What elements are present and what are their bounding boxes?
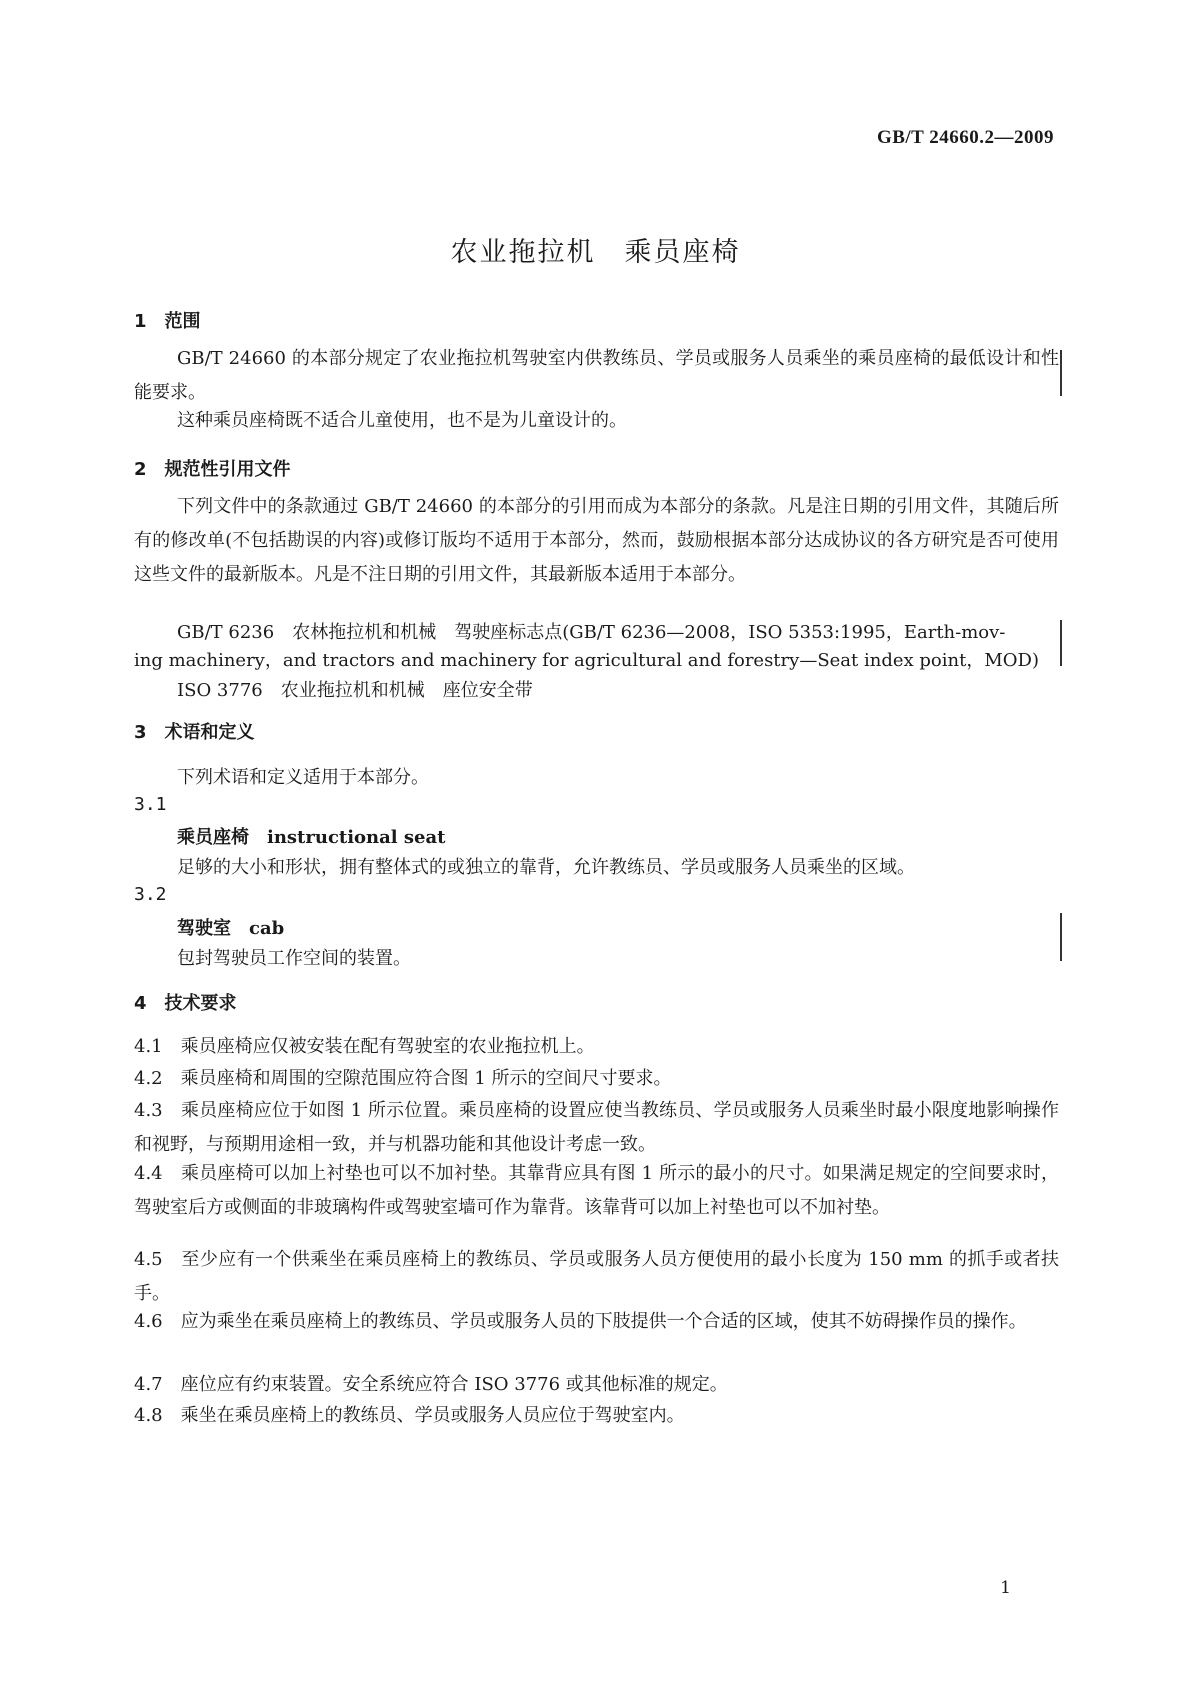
term-number: 3.2: [134, 884, 167, 905]
section-heading-normative-references: 2 规范性引用文件: [134, 459, 291, 480]
scope-paragraph-2: 这种乘员座椅既不适合儿童使用，也不是为儿童设计的。: [177, 410, 627, 431]
requirement-item: 4.7 座位应有约束装置。安全系统应符合 ISO 3776 或其他标准的规定。: [134, 1374, 728, 1395]
reference-gbt6236-line1: GB/T 6236 农林拖拉机和机械 驾驶座标志点(GB/T 6236—2008，ISO 5353:1995，Earth-mov-: [177, 622, 1006, 643]
terms-intro: 下列术语和定义适用于本部分。: [177, 767, 429, 788]
section-heading-terms: 3 术语和定义: [134, 722, 255, 743]
requirement-item: 4.5 至少应有一个供乘坐在乘员座椅上的教练员、学员或服务人员方便使用的最小长度为 150 mm 的抓手或者扶手。: [134, 1249, 1059, 1304]
references-paragraph: 下列文件中的条款通过 GB/T 24660 的本部分的引用而成为本部分的条款。凡是注日期的引用文件，其随后所有的修改单(不包括勘误的内容)或修订版均不适用于本部分，然而，鼓励根据本部分达成协议的各方研究是否可使用这些文件的最新版本。凡是不注日期的引用文件，其最新版本适用于本部分。: [134, 496, 1059, 585]
term-definition: 包封驾驶员工作空间的装置。: [177, 948, 411, 969]
change-bar: [1060, 620, 1062, 666]
requirement-item: 4.6 应为乘坐在乘员座椅上的教练员、学员或服务人员的下肢提供一个合适的区域，使其不妨碍操作员的操作。: [134, 1311, 1027, 1332]
document-title: 农业拖拉机 乘员座椅: [450, 237, 741, 268]
reference-gbt6236-line2: ing machinery，and tractors and machinery for agricultural and forestry—Seat index point，MOD): [134, 650, 1039, 671]
requirement-item: 4.2 乘员座椅和周围的空隙范围应符合图 1 所示的空间尺寸要求。: [134, 1068, 672, 1089]
change-bar: [1060, 350, 1062, 396]
section-heading-technical-requirements: 4 技术要求: [134, 993, 237, 1014]
term-definition: 足够的大小和形状，拥有整体式的或独立的靠背，允许教练员、学员或服务人员乘坐的区域。: [177, 857, 915, 878]
term-instructional-seat: 乘员座椅 instructional seat: [177, 827, 446, 848]
section-heading-scope: 1 范围: [134, 311, 201, 332]
requirement-item: 4.3 乘员座椅应位于如图 1 所示位置。乘员座椅的设置应使当教练员、学员或服务人员乘坐时最小限度地影响操作和视野，与预期用途相一致，并与机器功能和其他设计考虑一致。: [134, 1100, 1059, 1155]
standard-code: GB/T 24660.2—2009: [876, 127, 1054, 148]
requirement-item: 4.1 乘员座椅应仅被安装在配有驾驶室的农业拖拉机上。: [134, 1036, 595, 1057]
page-number: 1: [1000, 1578, 1011, 1598]
term-number: 3.1: [134, 794, 167, 815]
term-cab: 驾驶室 cab: [177, 918, 285, 939]
requirement-item: 4.4 乘员座椅可以加上衬垫也可以不加衬垫。其靠背应具有图 1 所示的最小的尺寸。如果满足规定的空间要求时，驾驶室后方或侧面的非玻璃构件或驾驶室墙可作为靠背。该靠背可以加上衬垫也可以不加衬垫。: [134, 1163, 1059, 1218]
change-bar: [1060, 913, 1062, 961]
requirement-item: 4.8 乘坐在乘员座椅上的教练员、学员或服务人员应位于驾驶室内。: [134, 1405, 685, 1426]
reference-iso3776: ISO 3776 农业拖拉机和机械 座位安全带: [177, 680, 533, 701]
scope-paragraph-1: GB/T 24660 的本部分规定了农业拖拉机驾驶室内供教练员、学员或服务人员乘坐的乘员座椅的最低设计和性能要求。: [134, 348, 1059, 403]
